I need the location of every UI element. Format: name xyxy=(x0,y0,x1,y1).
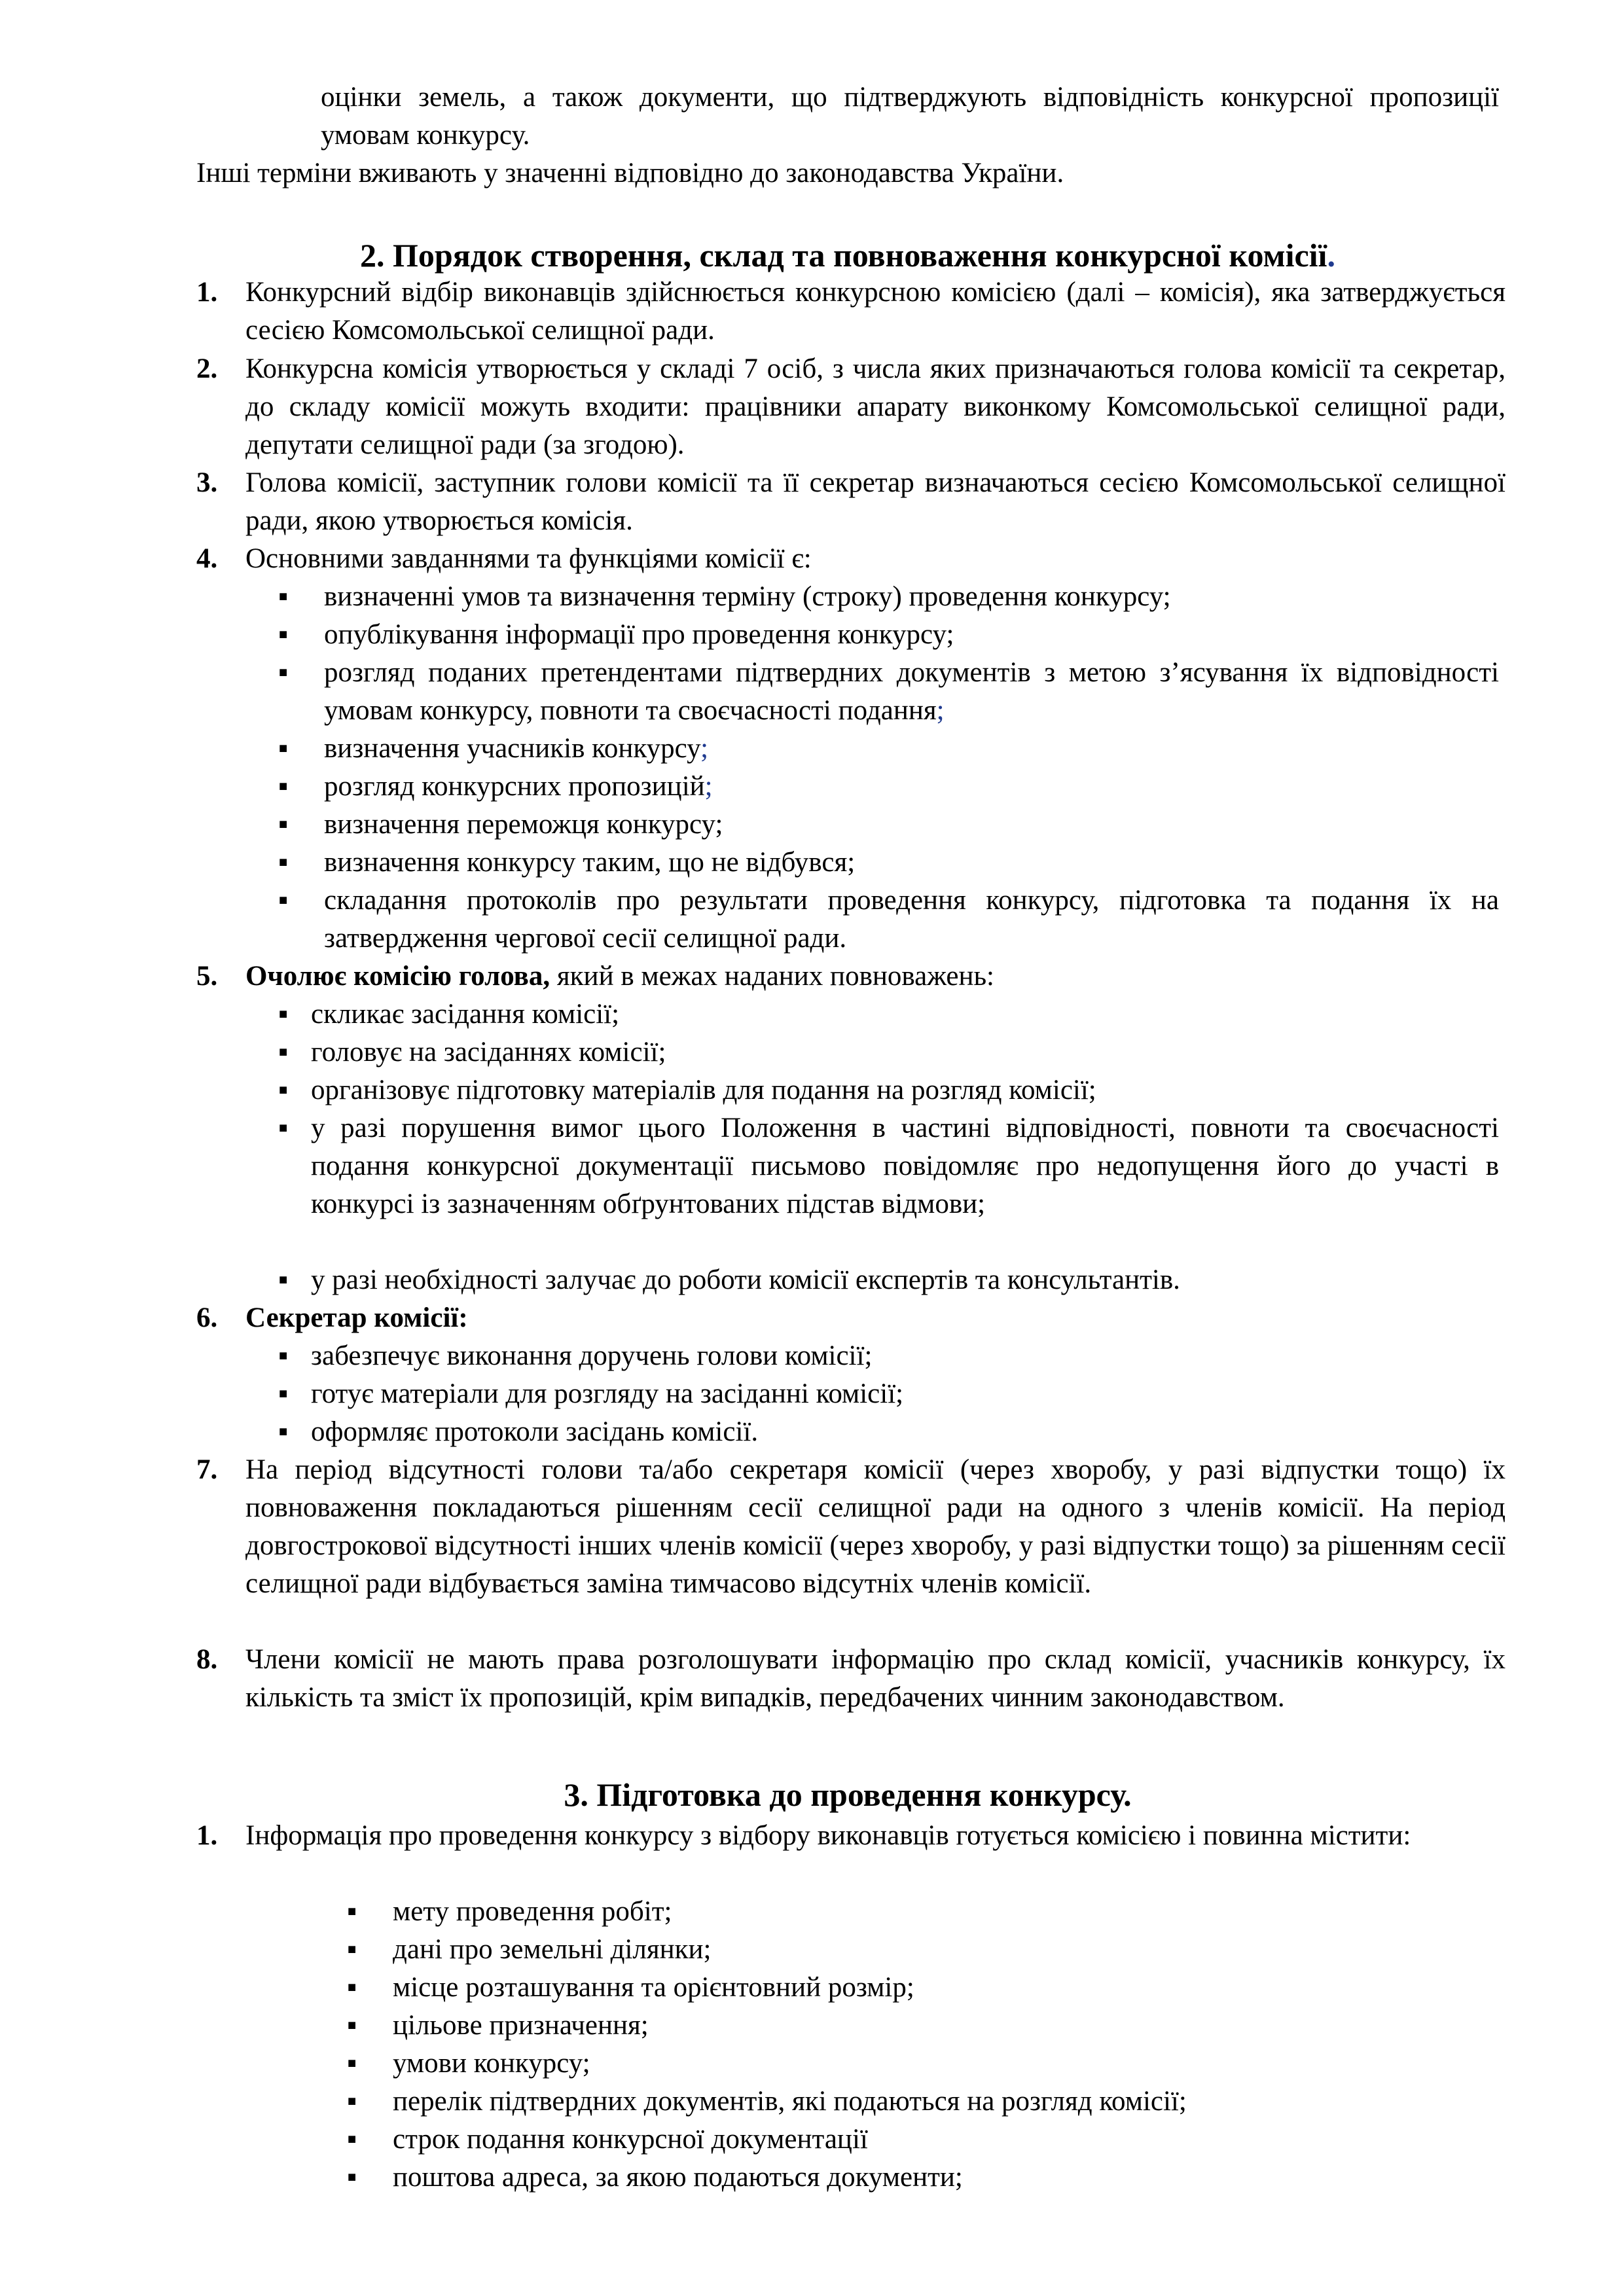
s2-item4-bullet: ▪ визначенні умов та визначення терміну (строку) проведення конкурсу; xyxy=(278,578,1499,616)
square-bullet-icon: ▪ xyxy=(278,1075,289,1105)
square-bullet-icon: ▪ xyxy=(347,2162,357,2193)
s2-item4-bullet: ▪ розгляд конкурсних пропозицій; xyxy=(278,768,1499,806)
item-number: 7. xyxy=(196,1454,218,1485)
s2-item5-bullet: ▪ у разі порушення вимог цього Положення в частині відповідності, повноти та своєчасності подання конкурсної документації письмово повідомляє про недопущення його до участі в конкурсі із зазначенням обґрунтованих підстав відмови; xyxy=(278,1109,1499,1223)
s3-bullet: ▪ умови конкурсу; xyxy=(347,2045,1499,2083)
s3-bullet: ▪ мету проведення робіт; xyxy=(347,1893,1499,1931)
square-bullet-icon: ▪ xyxy=(278,1265,289,1295)
s2-item6-bullet: ▪ забезпечує виконання доручень голови комісії; xyxy=(278,1337,1499,1375)
square-bullet-icon: ▪ xyxy=(278,885,289,916)
item-number: 1. xyxy=(196,277,218,308)
square-bullet-icon: ▪ xyxy=(347,2086,357,2117)
item-number: 4. xyxy=(196,543,218,574)
square-bullet-icon: ▪ xyxy=(278,999,289,1030)
square-bullet-icon: ▪ xyxy=(278,1113,289,1143)
s2-item4-bullet: ▪ визначення учасників конкурсу; xyxy=(278,730,1499,768)
s2-item4-bullet: ▪ визначення переможця конкурсу; xyxy=(278,806,1499,844)
s2-item-7 xyxy=(196,1451,1506,1603)
item5-bold-lead: Очолює комісію голова, xyxy=(245,961,550,992)
square-bullet-icon: ▪ xyxy=(347,1972,357,2003)
s2-item-6 xyxy=(196,1299,1506,1337)
square-bullet-icon: ▪ xyxy=(278,847,289,878)
s2-item4-bullet: ▪ розгляд поданих претендентами підтвердних документів з метою з’ясування їх відповідності умовам конкурсу, повноти та своєчасності подання; xyxy=(278,654,1499,730)
item-text: Члени комісії не мають права розголошувати інформацію про склад комісії, учасників конкурсу, їх кількість та зміст їх пропозицій, крім випадків, передбачених чинним законодавством. xyxy=(245,1644,1506,1713)
item-text: Конкурсна комісія утворюється у складі 7 осіб, з числа яких призначаються голова комісії та секретар, до складу комісії можуть входити: працівники апарату виконкому Комсомольської селищної ради, депутати селищної ради (за згодою). xyxy=(245,353,1506,460)
square-bullet-icon: ▪ xyxy=(278,771,289,802)
item-text: Основними завданнями та функціями комісії є: xyxy=(245,543,812,574)
square-bullet-icon: ▪ xyxy=(278,809,289,840)
item-number: 1. xyxy=(196,1820,218,1851)
s2-item-3 xyxy=(196,464,1506,540)
item-number: 3. xyxy=(196,467,218,498)
s3-bullet: ▪ перелік підтвердних документів, які подаються на розгляд комісії; xyxy=(347,2083,1499,2121)
item-text: Конкурсний відбір виконавців здійснюється конкурсною комісією (далі – комісія), яка затверджується сесією Комсомольської селищної ради. xyxy=(245,277,1506,346)
s2-item5-bullet: ▪ у разі необхідності залучає до роботи комісії експертів та консультантів. xyxy=(278,1261,1499,1299)
square-bullet-icon: ▪ xyxy=(278,657,289,688)
square-bullet-icon: ▪ xyxy=(278,1037,289,1067)
item-number: 5. xyxy=(196,961,218,992)
square-bullet-icon: ▪ xyxy=(278,733,289,764)
square-bullet-icon: ▪ xyxy=(278,1378,289,1409)
s2-item4-bullet: ▪ складання протоколів про результати проведення конкурсу, підготовка та подання їх на затвердження чергової сесії селищної ради. xyxy=(278,882,1499,958)
square-bullet-icon: ▪ xyxy=(347,2010,357,2041)
square-bullet-icon: ▪ xyxy=(347,2048,357,2079)
item-text: На період відсутності голови та/або секретаря комісії (через хворобу, у разі відпустки тощо) їх повноваження покладаються рішенням сесії селищної ради на одного з членів комісії. На період довгострокової відсутності інших членів комісії (через хворобу, у разі відпустки тощо) за рішенням сесії селищної ради відбувається заміна тимчасово відсутніх членів комісії. xyxy=(245,1454,1506,1599)
square-bullet-icon: ▪ xyxy=(278,1340,289,1371)
item-text: Голова комісії, заступник голови комісії та її секретар визначаються сесією Комсомольської селищної ради, якою утворюється комісія. xyxy=(245,467,1506,536)
s2-item6-bullet: ▪ готує матеріали для розгляду на засіданні комісії; xyxy=(278,1375,1499,1413)
section-2-title: 2. Порядок створення, склад та повноваження конкурсної комісії xyxy=(360,237,1327,274)
s2-item4-bullet: ▪ визначення конкурсу таким, що не відбувся; xyxy=(278,844,1499,882)
item6-title: Секретар комісії: xyxy=(245,1302,468,1333)
other-terms-paragraph: Інші терміни вживають у значенні відповідно до законодавства України. xyxy=(196,158,1064,188)
s3-bullet: ▪ строк подання конкурсної документації xyxy=(347,2121,1499,2159)
s3-item-1 xyxy=(196,1817,1506,1855)
square-bullet-icon: ▪ xyxy=(347,1896,357,1927)
item-text: Інформація про проведення конкурсу з відбору виконавців готується комісією і повинна містити: xyxy=(245,1820,1411,1851)
square-bullet-icon: ▪ xyxy=(347,1934,357,1965)
square-bullet-icon: ▪ xyxy=(278,619,289,650)
s2-item5-bullet: ▪ головує на засіданнях комісії; xyxy=(278,1033,1499,1071)
s2-item-1 xyxy=(196,274,1506,350)
square-bullet-icon: ▪ xyxy=(278,1416,289,1447)
item-number: 2. xyxy=(196,353,218,384)
s2-item6-bullet: ▪ оформляє протоколи засідань комісії. xyxy=(278,1413,1499,1451)
s3-bullet: ▪ дані про земельні ділянки; xyxy=(347,1931,1499,1969)
s2-item5-bullet: ▪ скликає засідання комісії; xyxy=(278,996,1499,1033)
item-number: 6. xyxy=(196,1302,218,1333)
square-bullet-icon: ▪ xyxy=(278,581,289,612)
section-2-title-dot: . xyxy=(1327,237,1335,274)
section-2-heading xyxy=(196,234,1499,276)
s3-bullet: ▪ поштова адреса, за якою подаються документи; xyxy=(347,2159,1499,2197)
s2-item-4 xyxy=(196,540,1506,578)
s2-item-8 xyxy=(196,1641,1506,1717)
s3-bullet: ▪ місце розташування та орієнтовний розмір; xyxy=(347,1969,1499,2007)
section-3-heading: 3. Підготовка до проведення конкурсу. xyxy=(564,1776,1132,1813)
s2-item-2 xyxy=(196,350,1506,464)
s2-item4-bullet: ▪ опублікування інформації про проведення конкурсу; xyxy=(278,616,1499,654)
square-bullet-icon: ▪ xyxy=(347,2124,357,2155)
s3-bullet: ▪ цільове призначення; xyxy=(347,2007,1499,2045)
s2-item-5: 5. Очолює комісію голова, який в межах наданих повноважень: xyxy=(196,958,1506,996)
intro-continuation: оцінки земель, а також документи, що підтверджують відповідність конкурсної пропозиції умовам конкурсу. xyxy=(321,82,1499,151)
s2-item5-bullet: ▪ організовує підготовку матеріалів для подання на розгляд комісії; xyxy=(278,1071,1499,1109)
item-number: 8. xyxy=(196,1644,218,1675)
